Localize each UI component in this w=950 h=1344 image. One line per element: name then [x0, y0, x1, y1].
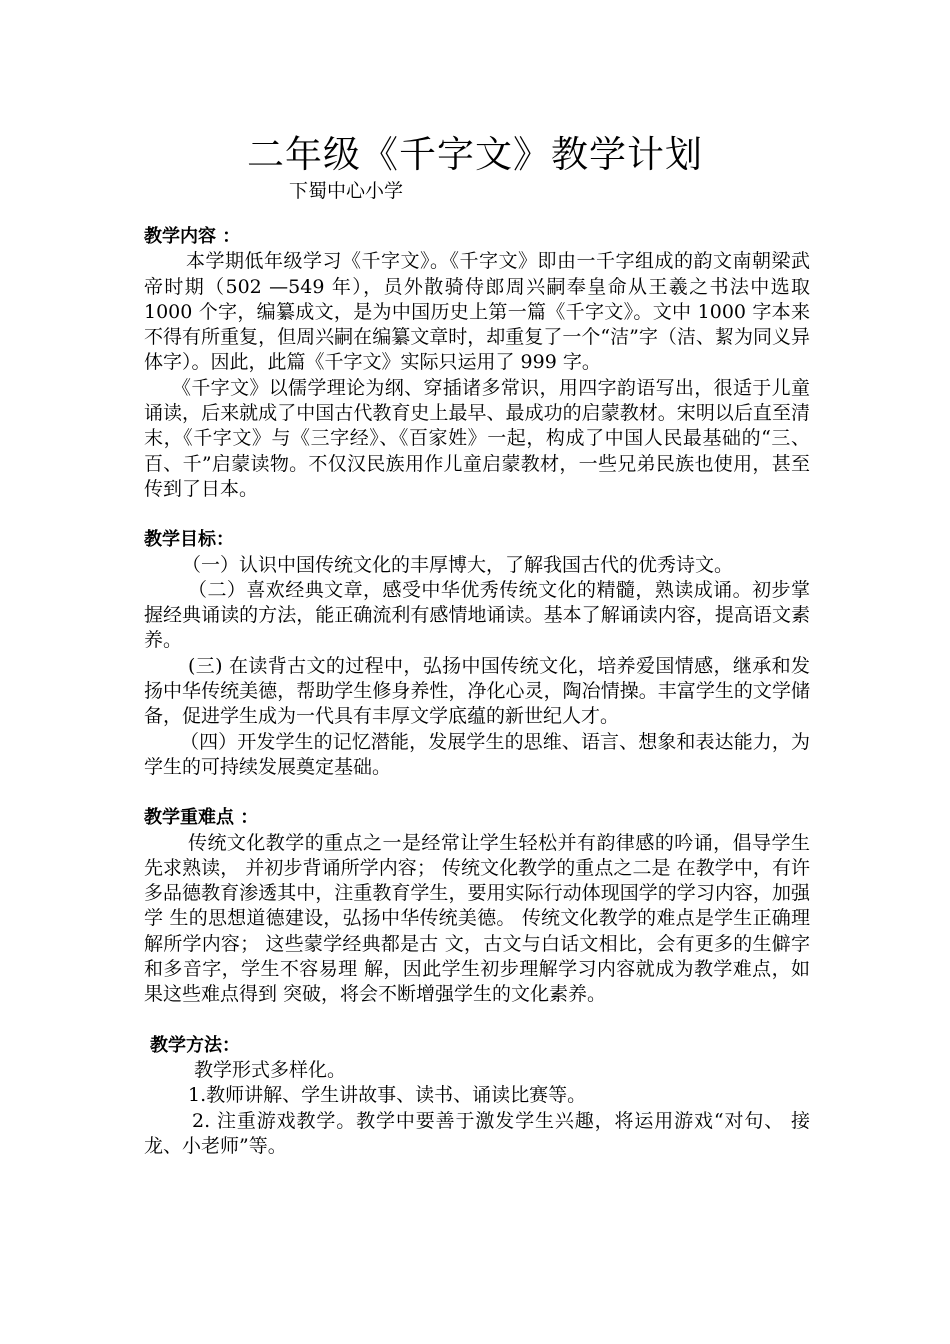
- document-body: [144, 224, 810, 1159]
- spacer: [144, 502, 810, 527]
- goal-item-4: （四）开发学生的记忆潜能，发展学生的思维、语言、想象和表达能力，为学生的可持续发展奠定基础。: [144, 730, 810, 778]
- section-heading-methods: 教学方法：: [150, 1034, 240, 1056]
- section-heading-content: 教学内容 ：: [144, 226, 241, 247]
- document-title: 二年级《千字文》教学计划: [247, 133, 703, 176]
- spacer: [144, 780, 810, 805]
- goal-item-2: （二）喜欢经典文章，感受中华优秀传统文化的精髓，熟读成诵。初步掌握经典诵读的方法，能正确流利有感情地诵读。基本了解诵读内容，提高语文素养。: [144, 578, 810, 652]
- method-item-2: 1.教师讲解、学生讲故事、读书、诵读比赛等。: [188, 1084, 587, 1107]
- school-name: 下蜀中心小学: [289, 180, 404, 202]
- goal-item-1: （一）认识中国传统文化的丰厚博大，了解我国古代的优秀诗文。: [182, 553, 734, 576]
- section-heading-goals: 教学目标：: [144, 529, 234, 551]
- content-paragraph-1: 本学期低年级学习《千字文》。《千字文》即由一千字组成的韵文南朝梁武帝时期（502 —549 年），员外散骑侍郎周兴嗣奉皇命从王羲之书法中选取 1000 个字，编纂成文，是为中国历史上第一篇《千字文》。文中 1000 字本来不得有所重复，但周兴嗣在编纂文章时，却重复了一个“洁”字（洁、絜为同义异体字）。因此，此篇《千字文》实际只运用了 999 字。: [144, 250, 810, 374]
- spacer: [144, 1008, 810, 1033]
- method-item-3: 2. 注重游戏教学。教学中要善于激发学生兴趣，将运用游戏“对句、 接龙、小老师”等。: [144, 1109, 810, 1157]
- content-paragraph-2: 《千字文》以儒学理论为纲、穿插诸多常识，用四字韵语写出，很适于儿童诵读，后来就成了中国古代教育史上最早、最成功的启蒙教材。宋明以后直至清末，《千字文》与《三字经》、《百家姓》一起，构成了中国人民最基础的“三、百、千”启蒙读物。不仅汉民族用作儿童启蒙教材，一些兄弟民族也使用，甚至传到了日本。: [144, 376, 810, 500]
- section-heading-difficulties: 教学重难点 ：: [144, 807, 259, 829]
- goal-item-3: (三) 在读背古文的过程中，弘扬中国传统文化，培养爱国情感，继承和发扬中华传统美德，帮助学生修身养性，净化心灵，陶冶情操。丰富学生的文学储备，促进学生成为一代具有丰厚文学底蕴的新世纪人才。: [144, 654, 810, 728]
- difficulties-paragraph: 传统文化教学的重点之一是经常让学生轻松并有韵律感的吟诵，倡导学生先求熟读， 并初步背诵所学内容； 传统文化教学的重点之二是 在教学中，有许多品德教育渗透其中，注重教育学生，要用实际行动体现国学的学习内容，加强学 生的思想道德建设，弘扬中华传统美德。 传统文化教学的难点是学生正确理解所学内容； 这些蒙学经典都是古 文，古文与白话文相比，会有更多的生僻字和多音字，学生不容易理 解，因此学生初步理解学习内容就成为教学难点，如果这些难点得到 突破，将会不断增强学生的文化素养。: [144, 831, 810, 1006]
- method-item-1: 教学形式多样化。: [194, 1058, 347, 1081]
